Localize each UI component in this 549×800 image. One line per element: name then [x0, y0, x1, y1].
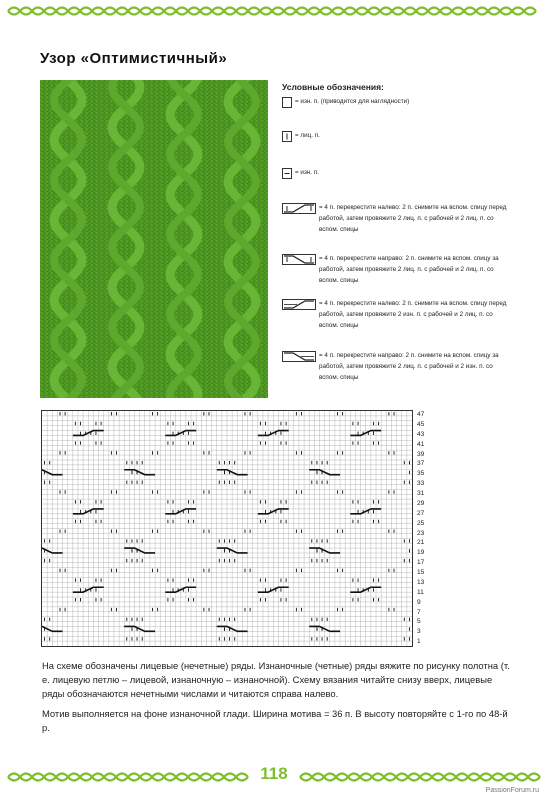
chart-row-label: 43 — [417, 430, 425, 438]
chart-row-label: 37 — [417, 460, 425, 468]
knit-sample-photo — [40, 80, 268, 398]
dash-symbol — [282, 168, 292, 179]
chart-row-label: 1 — [417, 638, 421, 646]
page-number: 118 — [254, 762, 294, 786]
legend-item — [282, 167, 512, 179]
knit-texture-image — [40, 80, 268, 398]
cable-left-purl-symbol — [282, 299, 316, 310]
description-paragraph-1: На схеме обозначены лицевые (нечетные) ряды. Изнаночные (четные) ряды вяжите по рисунку полотна (т. е. лицевую петлю – лицевой, изнаночную – изнаночной). Схему вязания читайте снизу вверх, лицевые ряды обозначаются нечетными числами и читаются справа налево. — [42, 660, 510, 699]
chart-row-label: 41 — [417, 440, 425, 448]
chart-row-label: 17 — [417, 559, 425, 567]
legend-item-text: = лиц. п. — [295, 132, 320, 139]
legend — [282, 82, 512, 94]
cable-right-4-symbol — [282, 254, 316, 265]
empty-cell-symbol — [282, 97, 292, 108]
chart-row-label: 31 — [417, 490, 425, 497]
chart-row-label: 21 — [417, 539, 425, 547]
chart-row-label: 11 — [417, 588, 424, 596]
chart-row-label: 39 — [417, 450, 425, 458]
chart-row-label: 9 — [417, 598, 421, 606]
legend-item-text: = 4 п. перекрестите направо: 2 п. снимите на вспом. спицу за работой, затем провяжите 2 лиц. п. с рабочей и 2 лиц. п. со вспом. спицы — [319, 255, 499, 284]
chart-row-label: 3 — [417, 628, 421, 636]
chart-row-label: 5 — [417, 618, 421, 626]
chart-row-label: 27 — [417, 509, 425, 517]
legend-item-text: = 4 п. перекрестите налево: 2 п. снимите на вспом. спицу перед работой, затем провяжите 2 лиц. п. с рабочей и 2 лиц. п. со вспом. спицы — [319, 204, 507, 233]
legend-item — [282, 130, 512, 142]
legend-heading: Условные обозначения: — [282, 82, 384, 92]
legend-item — [282, 96, 512, 108]
chart-row-label: 47 — [417, 411, 425, 418]
legend-item — [282, 298, 512, 331]
chart-row-label: 7 — [417, 608, 421, 616]
legend-item — [282, 253, 512, 286]
source-watermark: PassionForum.ru — [485, 787, 539, 794]
chart-row-label: 35 — [417, 470, 425, 478]
cable-right-purl-symbol — [282, 351, 316, 362]
chart-row-label: 25 — [417, 519, 425, 527]
legend-item-text: = 4 п. перекрестите налево: 2 п. снимите на вспом. спицу перед работой, затем провяжите 2 изн. п. с рабочей и 2 лиц. п. со вспом. спицы — [319, 300, 507, 329]
vertical-bar-symbol — [282, 131, 292, 142]
legend-item-text: = изн. п. — [295, 169, 319, 176]
description — [42, 659, 512, 741]
knitting-chart — [41, 410, 413, 647]
chart-row-label: 15 — [417, 569, 425, 576]
chart-row-labels — [417, 410, 437, 647]
chart-row-label: 19 — [417, 549, 425, 557]
legend-item-text: = 4 п. перекрестите направо: 2 п. снимите на вспом. спицу за работой, затем провяжите 2 лиц. п. с рабочей и 2 изн. п. со вспом. спицы — [319, 352, 499, 381]
chart-row-label: 33 — [417, 480, 425, 488]
chart-row-label: 45 — [417, 420, 425, 428]
legend-item — [282, 202, 512, 235]
cable-left-4-symbol — [282, 203, 316, 214]
page-title: Узор «Оптимистичный» — [40, 50, 228, 67]
chart-row-label: 29 — [417, 499, 425, 507]
chart-row-label: 13 — [417, 578, 425, 586]
description-paragraph-2: Мотив выполняется на фоне изнаночной глади. Ширина мотива = 36 п. В высоту повторяйте с 1-го по 48-й р. — [42, 708, 508, 733]
top-celtic-border — [0, 0, 549, 22]
legend-item-text: = изн. п. (приводится для наглядности) — [295, 98, 410, 105]
legend-item — [282, 350, 512, 383]
chart-row-label: 23 — [417, 529, 425, 537]
